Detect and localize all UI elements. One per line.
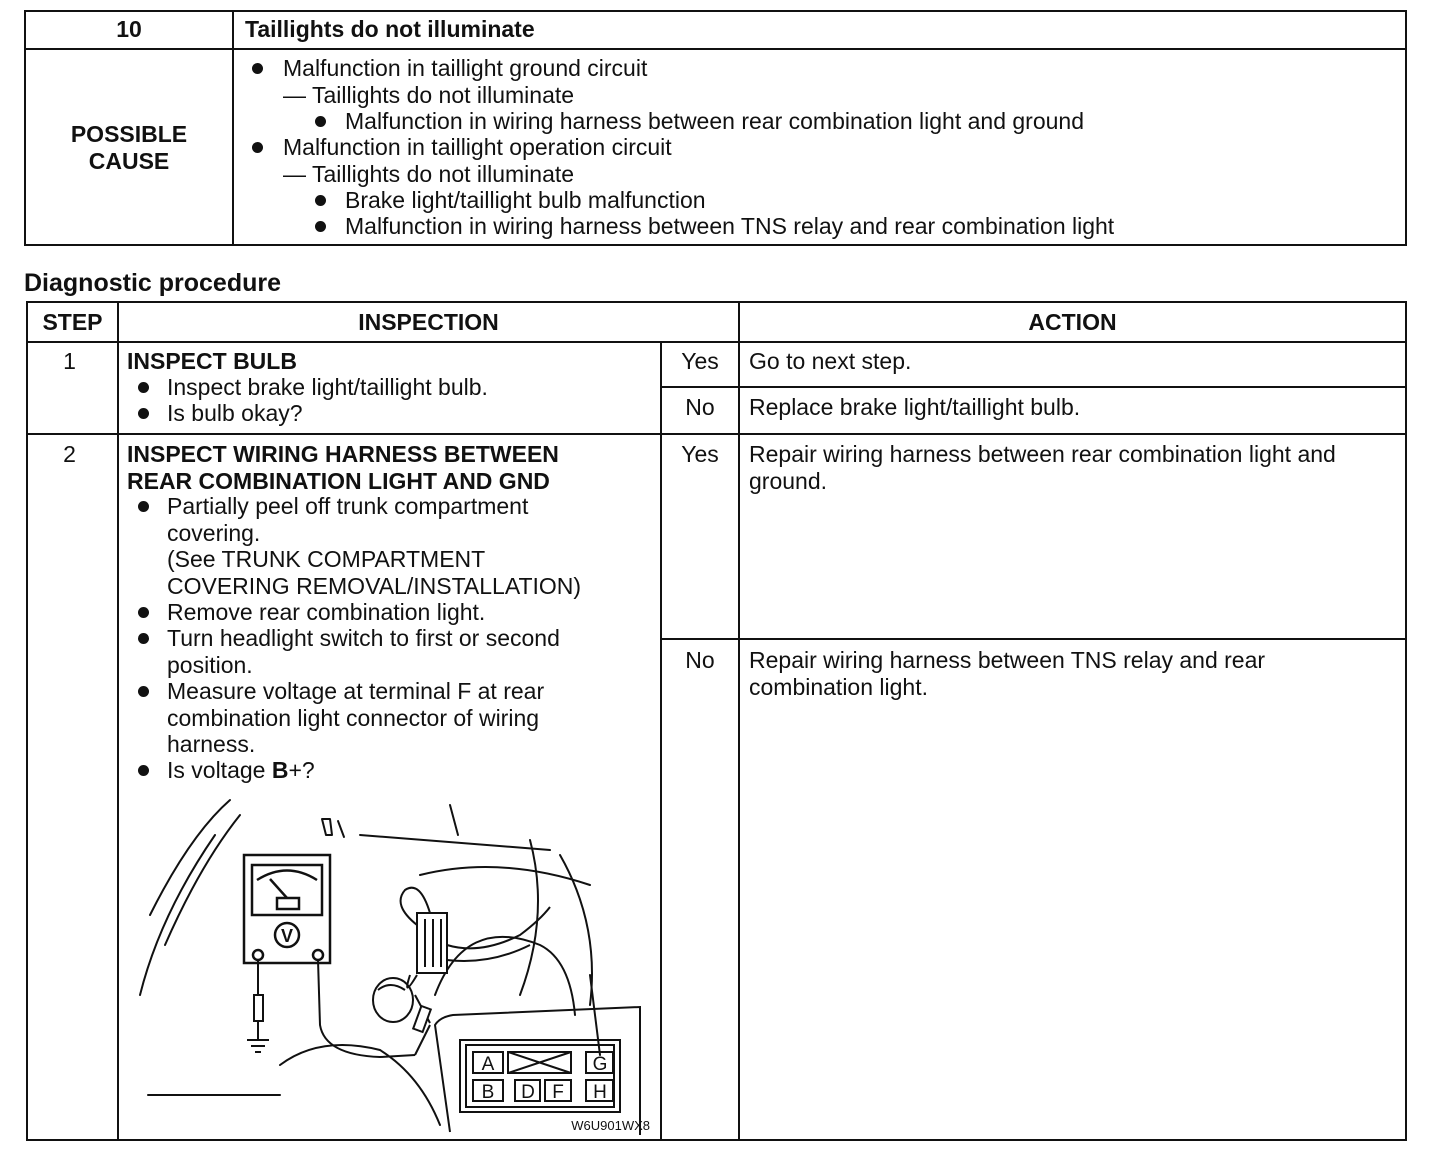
cause-detail: Malfunction in wiring harness between TNS relay and rear combination light — [345, 213, 1115, 239]
no-action: Repair wiring harness between TNS relay and rear combination light. — [749, 647, 1266, 700]
header-inspection: INSPECTION — [358, 309, 499, 335]
cause-item: Malfunction in taillight operation circuit — [283, 134, 672, 160]
possible-cause-label: POSSIBLE CAUSE — [70, 121, 188, 174]
terminal-label: F — [552, 1082, 564, 1103]
header-step: STEP — [42, 309, 103, 335]
terminal-label: A — [481, 1054, 495, 1075]
no-label: No — [685, 394, 715, 420]
yes-label: Yes — [681, 348, 719, 374]
bullet-icon — [138, 607, 149, 618]
step-bullet-voltage: Is voltage B+? — [167, 757, 315, 783]
header-action: ACTION — [1028, 309, 1117, 335]
no-action: Replace brake light/taillight bulb. — [749, 394, 1081, 420]
step-bullet: Partially peel off trunk compartment covering. (See TRUNK COMPARTMENT COVERING REMOVAL/INSTALLATION) — [167, 493, 582, 599]
bullet-icon — [138, 501, 149, 512]
bullet-icon — [138, 633, 149, 644]
symptom-number: 10 — [116, 16, 142, 42]
bullet-icon — [138, 382, 149, 393]
section-title: Diagnostic procedure — [24, 269, 281, 297]
bullet-icon — [138, 765, 149, 776]
step-title: INSPECT BULB — [127, 348, 297, 374]
no-label: No — [685, 647, 715, 673]
bullet-icon — [315, 221, 326, 232]
meter-symbol: V — [280, 926, 294, 946]
cause-sub: — Taillights do not illuminate — [283, 82, 575, 108]
cause-detail: Brake light/taillight bulb malfunction — [345, 187, 706, 213]
bullet-icon — [252, 63, 263, 74]
yes-action: Repair wiring harness between rear combination light and ground. — [749, 441, 1336, 494]
bullet-icon — [252, 142, 263, 153]
terminal-label: D — [521, 1082, 535, 1103]
step-bullet: Inspect brake light/taillight bulb. — [167, 374, 488, 400]
cause-item: Malfunction in taillight ground circuit — [283, 55, 648, 81]
yes-label: Yes — [681, 441, 719, 467]
figure-code: W6U901WX8 — [571, 1118, 650, 1133]
symptom-title: Taillights do not illuminate — [245, 16, 535, 42]
step-number: 1 — [63, 348, 76, 374]
step-bullet: Turn headlight switch to first or second position. — [167, 625, 560, 678]
bullet-icon — [138, 408, 149, 419]
terminal-label: G — [592, 1054, 608, 1075]
bullet-icon — [138, 686, 149, 697]
yes-action: Go to next step. — [749, 348, 912, 374]
step-number: 2 — [63, 441, 76, 467]
voltmeter-icon — [244, 855, 330, 963]
step-bullet: Is bulb okay? — [167, 400, 303, 426]
step-bullet: Measure voltage at terminal F at rear combination light connector of wiring harness. — [167, 678, 545, 757]
voltage-measurement-illustration — [120, 795, 658, 1137]
terminal-label: H — [593, 1082, 607, 1103]
bullet-icon — [315, 116, 326, 127]
step-bullet: Remove rear combination light. — [167, 599, 486, 625]
step-title: INSPECT WIRING HARNESS BETWEEN REAR COMBINATION LIGHT AND GND — [127, 441, 559, 494]
cause-detail: Malfunction in wiring harness between rear combination light and ground — [345, 108, 1084, 134]
cause-sub: — Taillights do not illuminate — [283, 161, 575, 187]
bullet-icon — [315, 195, 326, 206]
terminal-label: B — [481, 1082, 495, 1103]
